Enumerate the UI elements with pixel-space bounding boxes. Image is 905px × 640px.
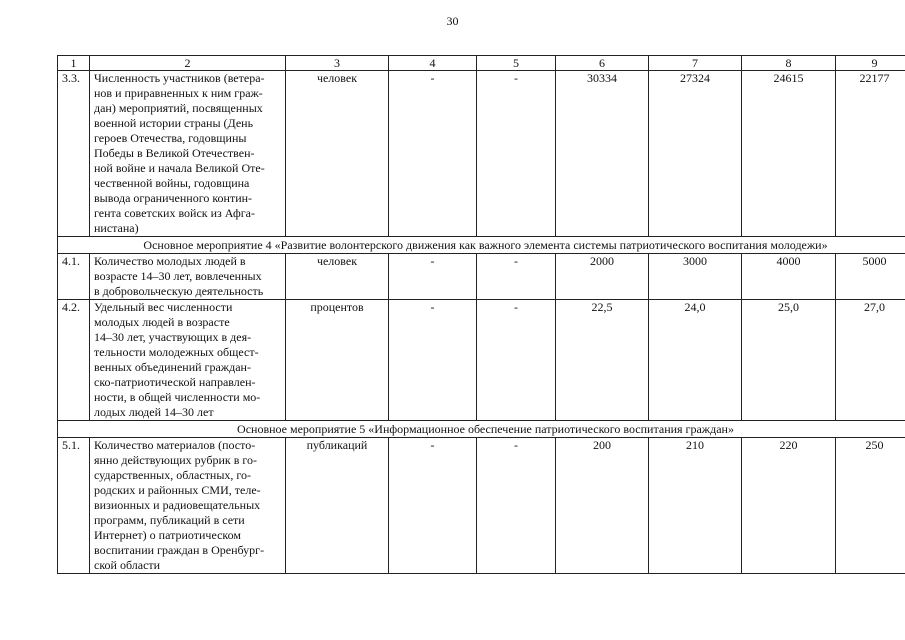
value-col-8: 25,0 bbox=[742, 300, 836, 421]
description-line: ской области bbox=[94, 558, 161, 572]
column-header-4: 4 bbox=[389, 56, 477, 71]
description-line: воспитании граждан в Оренбург- bbox=[94, 543, 265, 557]
description-line: героев Отечества, годовщины bbox=[94, 131, 247, 145]
description-line: нов и приравненных к ним граж- bbox=[94, 86, 263, 100]
description-line: вывода ограниченного контин- bbox=[94, 191, 253, 205]
value-col-4: - bbox=[389, 300, 477, 421]
description-line: Победы в Великой Отечествен- bbox=[94, 146, 255, 160]
unit-of-measure: публикаций bbox=[286, 438, 389, 574]
description-line: Количество молодых людей в bbox=[94, 254, 246, 268]
value-col-7: 3000 bbox=[649, 254, 742, 300]
row-number: 4.2. bbox=[58, 300, 90, 421]
description-line: тельности молодежных общест- bbox=[94, 345, 259, 359]
indicators-table bbox=[57, 55, 905, 574]
description-line: визионных и радиовещательных bbox=[94, 498, 261, 512]
description-line: янно действующих рубрик в го- bbox=[94, 453, 257, 467]
column-header-9: 9 bbox=[836, 56, 905, 71]
value-col-8: 24615 bbox=[742, 71, 836, 237]
section-heading-row bbox=[58, 237, 905, 254]
table-row bbox=[58, 300, 905, 421]
value-col-7: 24,0 bbox=[649, 300, 742, 421]
indicator-description bbox=[90, 254, 286, 300]
indicator-description bbox=[90, 438, 286, 574]
value-col-6: 22,5 bbox=[556, 300, 649, 421]
description-line: лодых людей 14–30 лет bbox=[94, 405, 214, 419]
value-col-8: 4000 bbox=[742, 254, 836, 300]
row-number: 5.1. bbox=[58, 438, 90, 574]
indicator-description bbox=[90, 300, 286, 421]
value-col-9: 27,0 bbox=[836, 300, 905, 421]
column-header-6: 6 bbox=[556, 56, 649, 71]
value-col-9: 5000 bbox=[836, 254, 905, 300]
unit-of-measure: человек bbox=[286, 71, 389, 237]
value-col-4: - bbox=[389, 438, 477, 574]
value-col-8: 220 bbox=[742, 438, 836, 574]
description-line: дан) мероприятий, посвященных bbox=[94, 101, 263, 115]
value-col-7: 210 bbox=[649, 438, 742, 574]
column-header-3: 3 bbox=[286, 56, 389, 71]
description-line: сударственных, областных, го- bbox=[94, 468, 252, 482]
page-number: 30 bbox=[446, 14, 459, 28]
description-line: военной истории страны (День bbox=[94, 116, 254, 130]
description-line: 14–30 лет, участвующих в дея- bbox=[94, 330, 252, 344]
unit-of-measure: процентов bbox=[286, 300, 389, 421]
value-col-6: 30334 bbox=[556, 71, 649, 237]
description-line: венных объединений граждан- bbox=[94, 360, 251, 374]
value-col-4: - bbox=[389, 254, 477, 300]
column-header-8: 8 bbox=[742, 56, 836, 71]
row-number: 4.1. bbox=[58, 254, 90, 300]
value-col-7: 27324 bbox=[649, 71, 742, 237]
description-line: Интернет) о патриотическом bbox=[94, 528, 241, 542]
description-line: нистана) bbox=[94, 221, 139, 235]
unit-of-measure: человек bbox=[286, 254, 389, 300]
description-line: программ, публикаций в сети bbox=[94, 513, 245, 527]
description-line: гента советских войск из Афга- bbox=[94, 206, 255, 220]
description-line: ности, в общей численности мо- bbox=[94, 390, 261, 404]
indicator-description bbox=[90, 71, 286, 237]
table-row bbox=[58, 71, 905, 237]
table-row bbox=[58, 438, 905, 574]
value-col-6: 200 bbox=[556, 438, 649, 574]
value-col-5: - bbox=[477, 300, 556, 421]
column-header-2: 2 bbox=[90, 56, 286, 71]
value-col-4: - bbox=[389, 71, 477, 237]
section-heading-row bbox=[58, 421, 905, 438]
column-number-header-row bbox=[58, 56, 905, 71]
column-header-7: 7 bbox=[649, 56, 742, 71]
value-col-9: 22177 bbox=[836, 71, 905, 237]
table-row bbox=[58, 254, 905, 300]
value-col-6: 2000 bbox=[556, 254, 649, 300]
value-col-9: 250 bbox=[836, 438, 905, 574]
section-title: Основное мероприятие 4 «Развитие волонтерского движения как важного элемента системы патриотического воспитания молодежи» bbox=[58, 237, 905, 254]
table-body bbox=[58, 71, 905, 574]
description-line: родских и районных СМИ, теле- bbox=[94, 483, 261, 497]
description-line: возрасте 14–30 лет, вовлеченных bbox=[94, 269, 262, 283]
column-header-5: 5 bbox=[477, 56, 556, 71]
description-line: чественной войны, годовщина bbox=[94, 176, 250, 190]
value-col-5: - bbox=[477, 71, 556, 237]
description-line: Количество материалов (посто- bbox=[94, 438, 256, 452]
row-number: 3.3. bbox=[58, 71, 90, 237]
description-line: ной войне и начала Великой Оте- bbox=[94, 161, 265, 175]
description-line: Численность участников (ветера- bbox=[94, 71, 265, 85]
section-title: Основное мероприятие 5 «Информационное обеспечение патриотического воспитания граждан» bbox=[58, 421, 905, 438]
description-line: Удельный вес численности bbox=[94, 300, 233, 314]
value-col-5: - bbox=[477, 438, 556, 574]
description-line: молодых людей в возрасте bbox=[94, 315, 230, 329]
description-line: в добровольческую деятельность bbox=[94, 284, 264, 298]
column-header-1: 1 bbox=[58, 56, 90, 71]
description-line: ско-патриотической направлен- bbox=[94, 375, 256, 389]
value-col-5: - bbox=[477, 254, 556, 300]
